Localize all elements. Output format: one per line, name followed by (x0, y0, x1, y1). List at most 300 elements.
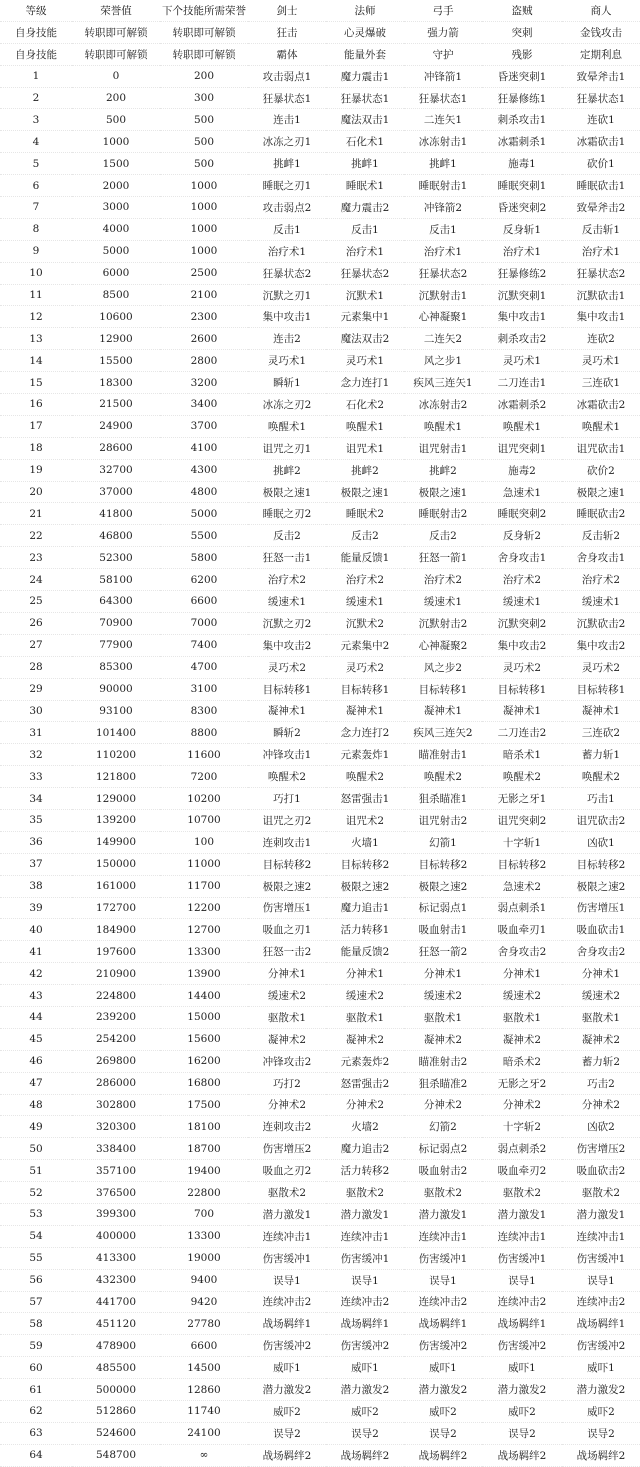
cell-archer: 狂怒一箭1 (404, 547, 482, 569)
cell-thief: 战场羁绊1 (482, 1313, 562, 1335)
header-row (0, 0, 640, 21)
cell-swordsman: 连续冲击1 (248, 1225, 326, 1247)
cell-thief: 十字斩1 (482, 831, 562, 853)
cell-archer: 狙杀瞄准2 (404, 1072, 482, 1094)
cell-merchant: 三连砍1 (562, 372, 640, 394)
cell-merchant: 凝神术1 (562, 700, 640, 722)
cell-thief: 误导2 (482, 1422, 562, 1444)
cell-merchant: 蓄力斩2 (562, 1050, 640, 1072)
table-row (0, 1247, 640, 1269)
cell-thief: 反身斩2 (482, 525, 562, 547)
cell-merchant: 反击斩1 (562, 218, 640, 240)
cell-merchant: 威吓2 (562, 1401, 640, 1423)
cell-level: 47 (0, 1072, 72, 1094)
cell-level: 22 (0, 525, 72, 547)
cell-next-skill-honor: 11700 (160, 875, 248, 897)
cell-level: 50 (0, 1138, 72, 1160)
cell-next-skill-honor: 5500 (160, 525, 248, 547)
cell-archer: 潜力激发2 (404, 1379, 482, 1401)
cell-next-skill-honor: 2500 (160, 262, 248, 284)
cell-swordsman: 治疗术1 (248, 240, 326, 262)
cell-thief: 凝神术1 (482, 700, 562, 722)
cell-next-skill-honor: 300 (160, 87, 248, 109)
cell-merchant: 舍身攻击2 (562, 941, 640, 963)
cell-mage: 连续冲击1 (326, 1225, 404, 1247)
cell-swordsman: 唤醒术2 (248, 766, 326, 788)
cell-level: 53 (0, 1203, 72, 1225)
cell-next-skill-honor: 13300 (160, 1225, 248, 1247)
cell-archer: 伤害缓冲2 (404, 1335, 482, 1357)
cell-next-skill-honor: 11740 (160, 1401, 248, 1423)
table-row (0, 1291, 640, 1313)
cell-mage: 沉默术2 (326, 612, 404, 634)
cell-swordsman: 冰冻之刃1 (248, 131, 326, 153)
cell-honor-value: 64300 (72, 591, 160, 613)
cell-merchant: 潜力激发1 (562, 1203, 640, 1225)
cell-archer: 二连矢1 (404, 109, 482, 131)
cell-next-skill-honor: 转职即可解锁 (160, 21, 248, 43)
cell-merchant: 冰霜砍击2 (562, 394, 640, 416)
cell-mage: 误导1 (326, 1269, 404, 1291)
cell-level: 5 (0, 153, 72, 175)
cell-thief: 灵巧术2 (482, 656, 562, 678)
cell-merchant: 定期利息 (562, 43, 640, 65)
cell-next-skill-honor: 1000 (160, 175, 248, 197)
cell-swordsman: 霸体 (248, 43, 326, 65)
table-row (0, 284, 640, 306)
cell-merchant: 治疗术1 (562, 240, 640, 262)
cell-mage: 极限之速2 (326, 875, 404, 897)
cell-level: 7 (0, 197, 72, 219)
innate-skill-row (0, 43, 640, 65)
header-merchant: 商人 (562, 0, 640, 21)
cell-next-skill-honor: 15000 (160, 1006, 248, 1028)
cell-merchant: 唤醒术1 (562, 415, 640, 437)
table-body (0, 21, 640, 1466)
cell-swordsman: 冲锋攻击2 (248, 1050, 326, 1072)
cell-next-skill-honor: 4300 (160, 459, 248, 481)
cell-honor-value: 129000 (72, 788, 160, 810)
cell-thief: 驱散术2 (482, 1182, 562, 1204)
cell-archer: 驱散术2 (404, 1182, 482, 1204)
cell-honor-value: 3000 (72, 197, 160, 219)
cell-level: 51 (0, 1160, 72, 1182)
table-row (0, 897, 640, 919)
table-row (0, 350, 640, 372)
cell-level: 26 (0, 612, 72, 634)
cell-level: 36 (0, 831, 72, 853)
cell-next-skill-honor: 13900 (160, 963, 248, 985)
cell-archer: 潜力激发1 (404, 1203, 482, 1225)
cell-mage: 潜力激发2 (326, 1379, 404, 1401)
cell-honor-value: 413300 (72, 1247, 160, 1269)
cell-merchant: 连砍2 (562, 328, 640, 350)
cell-mage: 沉默术1 (326, 284, 404, 306)
cell-mage: 误导2 (326, 1422, 404, 1444)
table-header (0, 0, 640, 21)
cell-merchant: 战场羁绊1 (562, 1313, 640, 1335)
table-row (0, 394, 640, 416)
cell-mage: 怒雷强击1 (326, 788, 404, 810)
cell-next-skill-honor: 7000 (160, 612, 248, 634)
cell-swordsman: 连续冲击2 (248, 1291, 326, 1313)
cell-swordsman: 分神术2 (248, 1094, 326, 1116)
table-row (0, 1116, 640, 1138)
table-row (0, 1028, 640, 1050)
cell-honor-value: 1500 (72, 153, 160, 175)
cell-thief: 十字斩2 (482, 1116, 562, 1138)
cell-next-skill-honor: 9400 (160, 1269, 248, 1291)
cell-next-skill-honor: 4700 (160, 656, 248, 678)
cell-level: 35 (0, 809, 72, 831)
cell-archer: 连续冲击2 (404, 1291, 482, 1313)
table-row (0, 218, 640, 240)
cell-honor-value: 400000 (72, 1225, 160, 1247)
cell-level: 13 (0, 328, 72, 350)
cell-merchant: 凶砍2 (562, 1116, 640, 1138)
cell-level: 57 (0, 1291, 72, 1313)
table-row (0, 328, 640, 350)
cell-merchant: 误导1 (562, 1269, 640, 1291)
cell-mage: 诅咒术2 (326, 809, 404, 831)
cell-level: 41 (0, 941, 72, 963)
cell-honor-value: 451120 (72, 1313, 160, 1335)
cell-mage: 元素集中2 (326, 634, 404, 656)
cell-level: 18 (0, 437, 72, 459)
cell-thief: 急速术2 (482, 875, 562, 897)
cell-thief: 舍身攻击2 (482, 941, 562, 963)
cell-next-skill-honor: 1000 (160, 218, 248, 240)
cell-honor-value: 500 (72, 109, 160, 131)
table-row (0, 963, 640, 985)
cell-thief: 无影之牙2 (482, 1072, 562, 1094)
cell-archer: 挑衅1 (404, 153, 482, 175)
cell-mage: 心灵爆破 (326, 21, 404, 43)
cell-swordsman: 睡眠之刃2 (248, 503, 326, 525)
cell-archer: 威吓2 (404, 1401, 482, 1423)
cell-next-skill-honor: 3400 (160, 394, 248, 416)
cell-thief: 误导1 (482, 1269, 562, 1291)
cell-next-skill-honor: 5000 (160, 503, 248, 525)
cell-thief: 分神术1 (482, 963, 562, 985)
cell-merchant: 目标转移2 (562, 853, 640, 875)
table-row (0, 1050, 640, 1072)
cell-mage: 战场羁绊1 (326, 1313, 404, 1335)
cell-next-skill-honor: 16200 (160, 1050, 248, 1072)
cell-archer: 强力箭 (404, 21, 482, 43)
table-row (0, 503, 640, 525)
cell-honor-value: 376500 (72, 1182, 160, 1204)
cell-swordsman: 凝神术2 (248, 1028, 326, 1050)
cell-honor-value: 0 (72, 65, 160, 87)
cell-archer: 唤醒术1 (404, 415, 482, 437)
header-next-skill-honor: 下个技能所需荣誉 (160, 0, 248, 21)
table-row (0, 569, 640, 591)
cell-merchant: 极限之速1 (562, 481, 640, 503)
cell-honor-value: 478900 (72, 1335, 160, 1357)
cell-level: 56 (0, 1269, 72, 1291)
cell-thief: 睡眠突刺2 (482, 503, 562, 525)
cell-honor-value: 24900 (72, 415, 160, 437)
cell-honor-value: 18300 (72, 372, 160, 394)
cell-merchant: 蓄力斩1 (562, 744, 640, 766)
cell-mage: 目标转移1 (326, 678, 404, 700)
cell-archer: 疾风三连矢1 (404, 372, 482, 394)
cell-archer: 冰冻射击2 (404, 394, 482, 416)
table-row (0, 1379, 640, 1401)
cell-archer: 标记弱点1 (404, 897, 482, 919)
cell-next-skill-honor: 18100 (160, 1116, 248, 1138)
cell-archer: 缓速术2 (404, 985, 482, 1007)
cell-thief: 诅咒突刺2 (482, 809, 562, 831)
cell-swordsman: 沉默之刃1 (248, 284, 326, 306)
cell-thief: 昏迷突刺2 (482, 197, 562, 219)
cell-mage: 狂暴状态2 (326, 262, 404, 284)
cell-archer: 守护 (404, 43, 482, 65)
cell-next-skill-honor: 4800 (160, 481, 248, 503)
cell-honor-value: 302800 (72, 1094, 160, 1116)
cell-archer: 冲锋箭1 (404, 65, 482, 87)
cell-honor-value: 150000 (72, 853, 160, 875)
cell-mage: 反击2 (326, 525, 404, 547)
cell-next-skill-honor: 3100 (160, 678, 248, 700)
table-row (0, 612, 640, 634)
cell-merchant: 巧击2 (562, 1072, 640, 1094)
cell-honor-value: 254200 (72, 1028, 160, 1050)
cell-next-skill-honor: 500 (160, 109, 248, 131)
cell-thief: 急速术1 (482, 481, 562, 503)
cell-swordsman: 诅咒之刃2 (248, 809, 326, 831)
cell-level: 32 (0, 744, 72, 766)
cell-archer: 沉默射击1 (404, 284, 482, 306)
table-row (0, 941, 640, 963)
cell-mage: 潜力激发1 (326, 1203, 404, 1225)
cell-thief: 施毒1 (482, 153, 562, 175)
cell-swordsman: 战场羁绊1 (248, 1313, 326, 1335)
cell-archer: 战场羁绊2 (404, 1444, 482, 1466)
cell-thief: 暗杀术2 (482, 1050, 562, 1072)
cell-next-skill-honor: 500 (160, 131, 248, 153)
cell-merchant: 凝神术2 (562, 1028, 640, 1050)
cell-level: 25 (0, 591, 72, 613)
header-archer: 弓手 (404, 0, 482, 21)
cell-swordsman: 吸血之刃1 (248, 919, 326, 941)
cell-merchant: 诅咒砍击2 (562, 809, 640, 831)
cell-archer: 诅咒射击1 (404, 437, 482, 459)
cell-archer: 狙杀瞄准1 (404, 788, 482, 810)
cell-honor-value: 37000 (72, 481, 160, 503)
cell-archer: 狂怒一箭2 (404, 941, 482, 963)
cell-thief: 睡眠突刺1 (482, 175, 562, 197)
cell-next-skill-honor: ∞ (160, 1444, 248, 1466)
cell-honor-value: 500000 (72, 1379, 160, 1401)
cell-swordsman: 巧打1 (248, 788, 326, 810)
cell-swordsman: 攻击弱点1 (248, 65, 326, 87)
cell-thief: 集中攻击2 (482, 634, 562, 656)
cell-honor-value: 4000 (72, 218, 160, 240)
cell-next-skill-honor: 11600 (160, 744, 248, 766)
cell-swordsman: 攻击弱点2 (248, 197, 326, 219)
cell-next-skill-honor: 7400 (160, 634, 248, 656)
cell-level: 14 (0, 350, 72, 372)
cell-mage: 唤醒术2 (326, 766, 404, 788)
cell-mage: 魔法双击1 (326, 109, 404, 131)
table-row (0, 240, 640, 262)
cell-archer: 狂暴状态1 (404, 87, 482, 109)
header-swordsman: 剑士 (248, 0, 326, 21)
table-row (0, 1094, 640, 1116)
cell-next-skill-honor: 100 (160, 831, 248, 853)
cell-archer: 瞄准射击2 (404, 1050, 482, 1072)
cell-thief: 缓速术1 (482, 591, 562, 613)
cell-mage: 分神术1 (326, 963, 404, 985)
cell-archer: 狂暴状态2 (404, 262, 482, 284)
cell-next-skill-honor: 14500 (160, 1357, 248, 1379)
cell-archer: 误导1 (404, 1269, 482, 1291)
cell-merchant: 凶砍1 (562, 831, 640, 853)
header-mage: 法师 (326, 0, 404, 21)
cell-mage: 驱散术2 (326, 1182, 404, 1204)
cell-thief: 唤醒术2 (482, 766, 562, 788)
cell-mage: 缓速术2 (326, 985, 404, 1007)
cell-level: 17 (0, 415, 72, 437)
table-row (0, 415, 640, 437)
cell-honor-value: 110200 (72, 744, 160, 766)
cell-archer: 风之步2 (404, 656, 482, 678)
cell-swordsman: 目标转移1 (248, 678, 326, 700)
cell-level: 10 (0, 262, 72, 284)
cell-merchant: 睡眠砍击1 (562, 175, 640, 197)
cell-archer: 威吓1 (404, 1357, 482, 1379)
cell-swordsman: 连击2 (248, 328, 326, 350)
cell-level: 27 (0, 634, 72, 656)
cell-archer: 战场羁绊1 (404, 1313, 482, 1335)
cell-honor-value: 320300 (72, 1116, 160, 1138)
cell-level: 34 (0, 788, 72, 810)
cell-thief: 威吓2 (482, 1401, 562, 1423)
cell-swordsman: 伤害增压1 (248, 897, 326, 919)
cell-honor-value: 149900 (72, 831, 160, 853)
cell-thief: 沉默突刺1 (482, 284, 562, 306)
cell-level: 自身技能 (0, 43, 72, 65)
table-row (0, 153, 640, 175)
table-row (0, 1444, 640, 1466)
cell-level: 2 (0, 87, 72, 109)
cell-mage: 元素轰炸1 (326, 744, 404, 766)
table-row (0, 634, 640, 656)
cell-archer: 分神术2 (404, 1094, 482, 1116)
table-row (0, 831, 640, 853)
cell-mage: 反击1 (326, 218, 404, 240)
cell-next-skill-honor: 9420 (160, 1291, 248, 1313)
cell-thief: 凝神术2 (482, 1028, 562, 1050)
cell-mage: 活力转移2 (326, 1160, 404, 1182)
cell-honor-value: 239200 (72, 1006, 160, 1028)
cell-mage: 缓速术1 (326, 591, 404, 613)
cell-mage: 战场羁绊2 (326, 1444, 404, 1466)
cell-mage: 火墙2 (326, 1116, 404, 1138)
cell-archer: 治疗术1 (404, 240, 482, 262)
cell-swordsman: 伤害缓冲1 (248, 1247, 326, 1269)
cell-level: 54 (0, 1225, 72, 1247)
cell-merchant: 狂暴状态1 (562, 87, 640, 109)
table-row (0, 1182, 640, 1204)
cell-mage: 狂暴状态1 (326, 87, 404, 109)
cell-mage: 威吓1 (326, 1357, 404, 1379)
table-row (0, 656, 640, 678)
cell-swordsman: 狂暴状态1 (248, 87, 326, 109)
header-thief: 盗贼 (482, 0, 562, 21)
cell-honor-value: 转职即可解锁 (72, 21, 160, 43)
cell-level: 30 (0, 700, 72, 722)
cell-honor-value: 121800 (72, 766, 160, 788)
cell-swordsman: 凝神术1 (248, 700, 326, 722)
cell-merchant: 连续冲击1 (562, 1225, 640, 1247)
cell-thief: 施毒2 (482, 459, 562, 481)
cell-merchant: 连续冲击2 (562, 1291, 640, 1313)
cell-thief: 分神术2 (482, 1094, 562, 1116)
cell-next-skill-honor: 16800 (160, 1072, 248, 1094)
cell-next-skill-honor: 19000 (160, 1247, 248, 1269)
cell-swordsman: 反击1 (248, 218, 326, 240)
cell-next-skill-honor: 17500 (160, 1094, 248, 1116)
cell-honor-value: 10600 (72, 306, 160, 328)
cell-honor-value: 210900 (72, 963, 160, 985)
cell-level: 48 (0, 1094, 72, 1116)
cell-swordsman: 连击1 (248, 109, 326, 131)
cell-swordsman: 误导1 (248, 1269, 326, 1291)
cell-merchant: 威吓1 (562, 1357, 640, 1379)
cell-merchant: 灵巧术2 (562, 656, 640, 678)
cell-thief: 二刀连击2 (482, 722, 562, 744)
table-row (0, 372, 640, 394)
cell-level: 43 (0, 985, 72, 1007)
cell-mage: 能量反馈2 (326, 941, 404, 963)
cell-merchant: 伤害增压1 (562, 897, 640, 919)
cell-merchant: 致晕斧击1 (562, 65, 640, 87)
cell-next-skill-honor: 2600 (160, 328, 248, 350)
cell-swordsman: 连刺攻击2 (248, 1116, 326, 1138)
cell-mage: 唤醒术1 (326, 415, 404, 437)
cell-honor-value: 46800 (72, 525, 160, 547)
cell-honor-value: 441700 (72, 1291, 160, 1313)
cell-level: 33 (0, 766, 72, 788)
cell-thief: 无影之牙1 (482, 788, 562, 810)
cell-thief: 伤害缓冲2 (482, 1335, 562, 1357)
cell-level: 23 (0, 547, 72, 569)
cell-honor-value: 184900 (72, 919, 160, 941)
cell-level: 9 (0, 240, 72, 262)
cell-merchant: 极限之速2 (562, 875, 640, 897)
table-row (0, 525, 640, 547)
cell-merchant: 沉默砍击1 (562, 284, 640, 306)
cell-swordsman: 瞬斩2 (248, 722, 326, 744)
cell-next-skill-honor: 4100 (160, 437, 248, 459)
table-row (0, 985, 640, 1007)
cell-swordsman: 沉默之刃2 (248, 612, 326, 634)
cell-thief: 狂暴修练1 (482, 87, 562, 109)
cell-level: 28 (0, 656, 72, 678)
cell-merchant: 集中攻击2 (562, 634, 640, 656)
cell-swordsman: 伤害缓冲2 (248, 1335, 326, 1357)
header-honor-value: 荣誉值 (72, 0, 160, 21)
cell-thief: 驱散术1 (482, 1006, 562, 1028)
cell-level: 45 (0, 1028, 72, 1050)
cell-next-skill-honor: 8300 (160, 700, 248, 722)
cell-thief: 治疗术1 (482, 240, 562, 262)
cell-merchant: 反击斩2 (562, 525, 640, 547)
cell-merchant: 驱散术1 (562, 1006, 640, 1028)
